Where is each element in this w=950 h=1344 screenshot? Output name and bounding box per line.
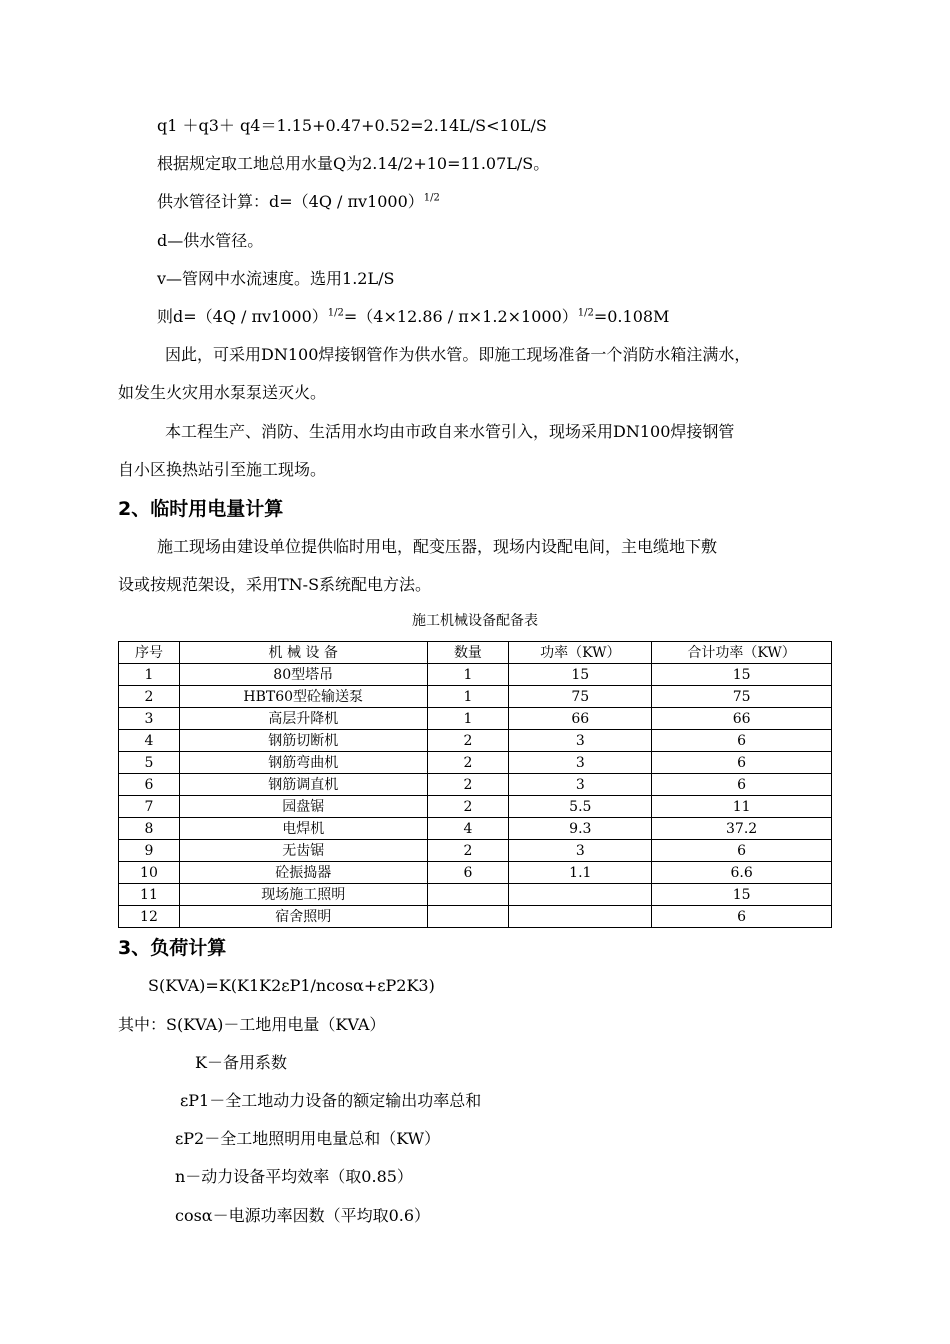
where-line: 其中：S(KVA)－工地用电量（KVA） xyxy=(118,1015,386,1034)
cell-quantity: 2 xyxy=(427,840,509,862)
paragraph-2-line-2: 自小区换热站引至施工现场。 xyxy=(118,460,327,479)
cell-quantity: 1 xyxy=(427,686,509,708)
cell-power: 3 xyxy=(509,774,652,796)
table-row xyxy=(119,686,832,708)
cell-quantity: 2 xyxy=(427,796,509,818)
cell-equipment: 高层升降机 xyxy=(179,708,427,730)
cell-equipment: 电焊机 xyxy=(179,818,427,840)
cell-power: 66 xyxy=(509,708,652,730)
cos-definition: cosα－电源功率因数（平均取0.6） xyxy=(175,1206,431,1225)
cell-total-power: 75 xyxy=(652,686,832,708)
cell-index: 1 xyxy=(119,664,180,686)
cell-index: 4 xyxy=(119,730,180,752)
cell-total-power: 6.6 xyxy=(652,862,832,884)
table-row xyxy=(119,884,832,906)
table-row xyxy=(119,840,832,862)
cell-index: 11 xyxy=(119,884,180,906)
table-row xyxy=(119,708,832,730)
cell-index: 5 xyxy=(119,752,180,774)
cell-quantity: 1 xyxy=(427,708,509,730)
cell-equipment: 无齿锯 xyxy=(179,840,427,862)
water-line-4: d—供水管径。 xyxy=(157,231,264,250)
cell-power xyxy=(509,906,652,928)
cell-total-power: 15 xyxy=(652,664,832,686)
table-row xyxy=(119,862,832,884)
cell-index: 2 xyxy=(119,686,180,708)
table-row xyxy=(119,774,832,796)
cell-total-power: 11 xyxy=(652,796,832,818)
cell-equipment: 园盘锯 xyxy=(179,796,427,818)
cell-index: 9 xyxy=(119,840,180,862)
cell-power: 9.3 xyxy=(509,818,652,840)
cell-power xyxy=(509,884,652,906)
header-power: 功率（KW） xyxy=(509,642,652,664)
equipment-table xyxy=(118,641,832,928)
cell-equipment: 现场施工照明 xyxy=(179,884,427,906)
cell-total-power: 6 xyxy=(652,840,832,862)
cell-index: 12 xyxy=(119,906,180,928)
cell-total-power: 37.2 xyxy=(652,818,832,840)
cell-equipment: 宿舍照明 xyxy=(179,906,427,928)
cell-equipment: HBT60型砼输送泵 xyxy=(179,686,427,708)
water-line-2: 根据规定取工地总用水量Q为2.14/2+10=11.07L/S。 xyxy=(157,154,550,173)
cell-equipment: 钢筋弯曲机 xyxy=(179,752,427,774)
cell-total-power: 6 xyxy=(652,730,832,752)
cell-index: 8 xyxy=(119,818,180,840)
k-definition: K－备用系数 xyxy=(195,1053,287,1072)
cell-index: 7 xyxy=(119,796,180,818)
cell-total-power: 6 xyxy=(652,906,832,928)
cell-total-power: 6 xyxy=(652,774,832,796)
header-index: 序号 xyxy=(119,642,180,664)
cell-quantity: 1 xyxy=(427,664,509,686)
table-row xyxy=(119,752,832,774)
cell-power: 15 xyxy=(509,664,652,686)
cell-equipment: 80型塔吊 xyxy=(179,664,427,686)
table-caption: 施工机械设备配备表 xyxy=(412,613,538,629)
water-line-1: q1 ＋q3＋ q4＝1.15+0.47+0.52=2.14L/S<10L/S xyxy=(157,116,547,135)
cell-quantity: 4 xyxy=(427,818,509,840)
cell-index: 6 xyxy=(119,774,180,796)
table-header-row xyxy=(119,642,832,664)
water-line-3 xyxy=(157,192,440,212)
header-quantity: 数量 xyxy=(427,642,509,664)
cell-total-power: 15 xyxy=(652,884,832,906)
table-row xyxy=(119,906,832,928)
cell-equipment: 砼振捣器 xyxy=(179,862,427,884)
table-row xyxy=(119,730,832,752)
formula-part-b: =（4×12.86 / π×1.2×1000） xyxy=(343,307,578,326)
cell-power: 1.1 xyxy=(509,862,652,884)
formula-result: =0.108M xyxy=(593,307,670,326)
table-row xyxy=(119,818,832,840)
header-equipment: 机 械 设 备 xyxy=(179,642,427,664)
cell-index: 3 xyxy=(119,708,180,730)
cell-power: 3 xyxy=(509,840,652,862)
paragraph-1-line-1: 因此，可采用DN100焊接钢管作为供水管。即施工现场准备一个消防水箱注满水， xyxy=(165,345,751,364)
n-definition: n－动力设备平均效率（取0.85） xyxy=(175,1167,413,1186)
exponent: 1/2 xyxy=(423,192,440,204)
cell-quantity: 2 xyxy=(427,774,509,796)
cell-total-power: 6 xyxy=(652,752,832,774)
p1-definition: εP1－全工地动力设备的额定输出功率总和 xyxy=(180,1091,482,1110)
section-3-heading: 3、负荷计算 xyxy=(118,937,227,959)
cell-quantity: 6 xyxy=(427,862,509,884)
cell-quantity xyxy=(427,906,509,928)
formula-part-a: 则d=（4Q / πv1000） xyxy=(157,307,328,326)
section-2-para-line-1: 施工现场由建设单位提供临时用电，配变压器，现场内设配电间，主电缆地下敷 xyxy=(157,537,718,556)
water-line-5: v—管网中水流速度。选用1.2L/S xyxy=(157,269,395,288)
header-total-power: 合计功率（KW） xyxy=(652,642,832,664)
cell-power: 3 xyxy=(509,752,652,774)
exponent-1: 1/2 xyxy=(327,307,344,319)
cell-equipment: 钢筋切断机 xyxy=(179,730,427,752)
p2-definition: εP2－全工地照明用电量总和（KW） xyxy=(175,1129,441,1148)
cell-power: 5.5 xyxy=(509,796,652,818)
cell-power: 75 xyxy=(509,686,652,708)
pipe-diameter-formula: 供水管径计算：d=（4Q / πv1000） xyxy=(157,192,424,211)
section-2-heading: 2、临时用电量计算 xyxy=(118,498,284,520)
cell-total-power: 66 xyxy=(652,708,832,730)
cell-quantity: 2 xyxy=(427,730,509,752)
cell-index: 10 xyxy=(119,862,180,884)
table-row xyxy=(119,796,832,818)
exponent-2: 1/2 xyxy=(577,307,594,319)
paragraph-1-line-2: 如发生火灾用水泵泵送灭火。 xyxy=(118,383,327,402)
table-row xyxy=(119,664,832,686)
cell-power: 3 xyxy=(509,730,652,752)
cell-quantity: 2 xyxy=(427,752,509,774)
cell-equipment: 钢筋调直机 xyxy=(179,774,427,796)
water-line-6 xyxy=(157,307,669,327)
cell-quantity xyxy=(427,884,509,906)
section-2-para-line-2: 设或按规范架设，采用TN-S系统配电方法。 xyxy=(118,575,432,594)
paragraph-2-line-1: 本工程生产、消防、生活用水均由市政自来水管引入，现场采用DN100焊接钢管 xyxy=(165,422,735,441)
load-formula: S(KVA)=K(K1K2εP1/ncosα+εP2K3) xyxy=(148,976,435,995)
